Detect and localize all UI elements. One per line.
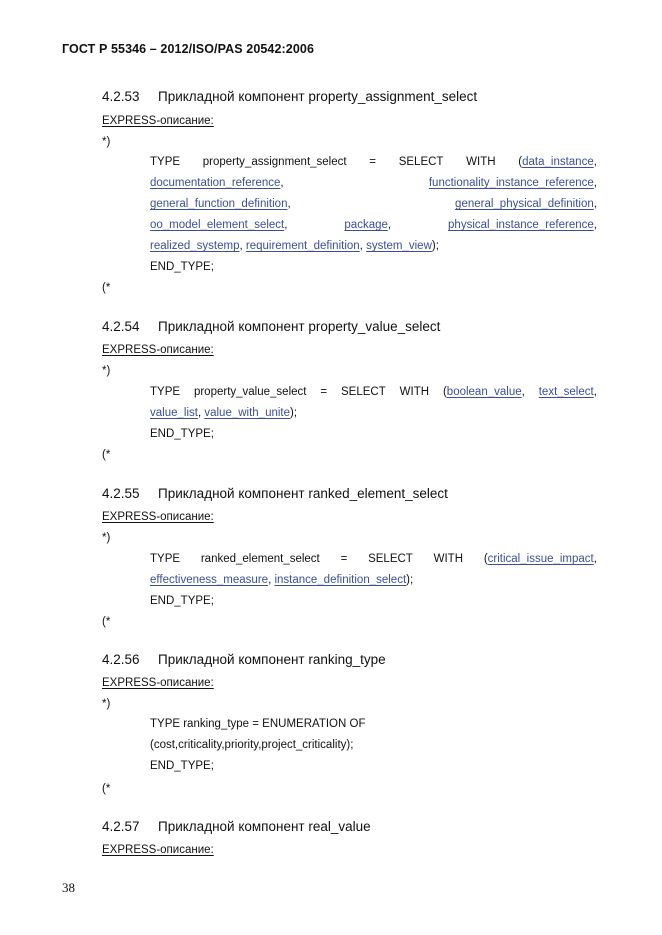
- link-system-view[interactable]: system_view: [366, 240, 432, 252]
- type-name: property_assignment_select: [202, 156, 347, 168]
- link-value-list[interactable]: value_list: [150, 407, 198, 419]
- comment-open-mark: *): [102, 365, 111, 377]
- link-item[interactable]: physical_instance_reference,: [448, 219, 597, 231]
- end-type-line: END_TYPE;: [150, 428, 214, 440]
- link-item[interactable]: functionality_instance_reference,: [428, 177, 597, 189]
- section-title: Прикладной компонент ranked_element_select: [158, 486, 448, 501]
- express-label: EXPRESS-описание:: [102, 344, 214, 356]
- document-header: ГОСТ Р 55346 – 2012/ISO/PAS 20542:2006: [62, 42, 314, 56]
- keyword: WITH: [399, 386, 430, 398]
- keyword: SELECT: [398, 156, 444, 168]
- link-oo-model-element-select[interactable]: oo_model_element_select: [150, 219, 285, 231]
- code-line: [150, 549, 597, 570]
- link-data-instance[interactable]: data_instance: [522, 156, 594, 168]
- keyword: SELECT: [341, 386, 386, 398]
- express-label: EXPRESS-описание:: [102, 511, 214, 523]
- page-number: 38: [62, 880, 75, 895]
- link-item[interactable]: (boolean_value,: [442, 386, 525, 398]
- code-block-4-2-53: [150, 152, 597, 278]
- section-heading-4-2-57: [102, 819, 371, 834]
- comment-close-mark: (*: [102, 449, 111, 461]
- keyword: TYPE: [150, 156, 181, 168]
- link-general-physical-definition[interactable]: general_physical_definition: [455, 198, 594, 210]
- link-instance-definition-select[interactable]: instance_definition_select: [274, 574, 407, 586]
- section-number: 4.2.56: [102, 652, 140, 667]
- keyword: TYPE: [150, 553, 181, 565]
- code-line: (cost,criticality,priority,project_criticality);: [150, 739, 354, 751]
- link-package[interactable]: package: [344, 219, 388, 231]
- keyword: SELECT: [368, 553, 413, 565]
- keyword: WITH: [466, 156, 496, 168]
- link-item[interactable]: general_physical_definition,: [455, 198, 597, 210]
- link-item[interactable]: documentation_reference,: [150, 177, 284, 189]
- code-block-4-2-54: [150, 382, 597, 445]
- link-boolean-value[interactable]: boolean_value: [446, 386, 522, 398]
- section-heading-4-2-56: [102, 652, 386, 667]
- code-line: realized_systemp, requirement_definition, system_view);: [150, 240, 439, 252]
- section-number: 4.2.57: [102, 819, 140, 834]
- section-number: 4.2.54: [102, 319, 140, 334]
- section-heading-4-2-53: [102, 89, 477, 104]
- equals-sign: =: [369, 156, 377, 168]
- link-value-with-unite[interactable]: value_with_unite: [204, 407, 291, 419]
- code-line: effectiveness_measure, instance_definition_select);: [150, 574, 414, 586]
- type-name: ranked_element_select: [200, 553, 320, 565]
- express-label: EXPRESS-описание:: [102, 677, 214, 689]
- code-line: [150, 152, 597, 173]
- link-item[interactable]: general_function_definition,: [150, 198, 291, 210]
- code-line: [150, 173, 597, 194]
- link-item[interactable]: (critical_issue_impact,: [483, 553, 597, 565]
- comment-close-mark: (*: [102, 783, 111, 795]
- section-heading-4-2-55: [102, 486, 448, 501]
- link-documentation-reference[interactable]: documentation_reference: [150, 177, 281, 189]
- comment-open-mark: *): [102, 136, 111, 148]
- link-realized-systemp[interactable]: realized_systemp: [150, 240, 240, 252]
- link-effectiveness-measure[interactable]: effectiveness_measure: [150, 574, 269, 586]
- section-number: 4.2.53: [102, 89, 140, 104]
- express-label: EXPRESS-описание:: [102, 115, 214, 127]
- comment-close-mark: (*: [102, 282, 111, 294]
- end-type-line: END_TYPE;: [150, 595, 214, 607]
- comment-open-mark: *): [102, 698, 111, 710]
- code-line: TYPE ranking_type = ENUMERATION OF: [150, 718, 366, 730]
- code-block-4-2-56: [150, 714, 597, 777]
- link-general-function-definition[interactable]: general_function_definition: [150, 198, 288, 210]
- link-functionality-instance-reference[interactable]: functionality_instance_reference: [428, 177, 594, 189]
- code-line: [150, 215, 597, 236]
- code-line: [150, 382, 597, 403]
- link-text-select[interactable]: text_select: [538, 386, 594, 398]
- link-item[interactable]: package,: [344, 219, 392, 231]
- code-line: value_list, value_with_unite);: [150, 407, 298, 419]
- equals-sign: =: [340, 553, 348, 565]
- end-type-line: END_TYPE;: [150, 760, 214, 772]
- code-line: [150, 194, 597, 215]
- link-critical-issue-impact[interactable]: critical_issue_impact: [487, 553, 594, 565]
- end-type-line: END_TYPE;: [150, 261, 214, 273]
- section-title: Прикладной компонент real_value: [158, 819, 371, 834]
- link-requirement-definition[interactable]: requirement_definition: [245, 240, 360, 252]
- keyword: WITH: [433, 553, 464, 565]
- link-item[interactable]: oo_model_element_select,: [150, 219, 288, 231]
- link-item[interactable]: text_select,: [538, 386, 597, 398]
- equals-sign: =: [320, 386, 328, 398]
- express-label: EXPRESS-описание:: [102, 844, 214, 856]
- section-title: Прикладной компонент property_value_select: [158, 319, 441, 334]
- keyword: TYPE: [150, 386, 181, 398]
- type-name: property_value_select: [193, 386, 307, 398]
- link-item[interactable]: (data_instance,: [518, 156, 597, 168]
- section-title: Прикладной компонент property_assignment_select: [158, 89, 478, 104]
- section-title: Прикладной компонент ranking_type: [158, 652, 386, 667]
- code-block-4-2-55: [150, 549, 597, 612]
- section-number: 4.2.55: [102, 486, 140, 501]
- link-physical-instance-reference[interactable]: physical_instance_reference: [448, 219, 594, 231]
- section-heading-4-2-54: [102, 319, 440, 334]
- comment-close-mark: (*: [102, 616, 111, 628]
- comment-open-mark: *): [102, 532, 111, 544]
